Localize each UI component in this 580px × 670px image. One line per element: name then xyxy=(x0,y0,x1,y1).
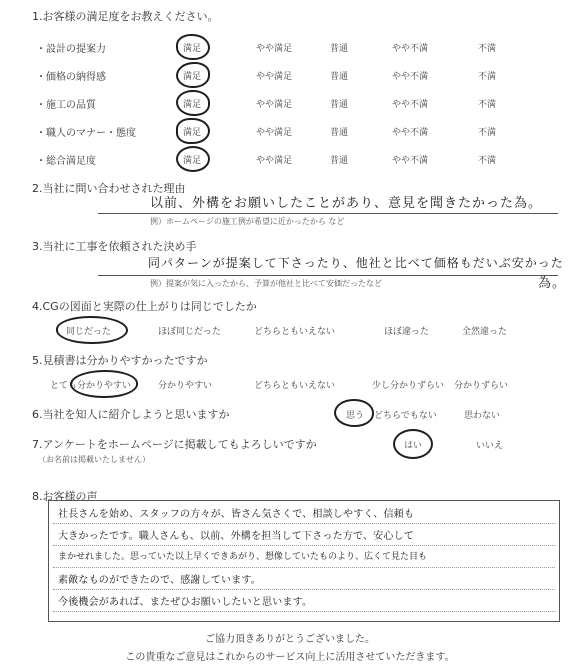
q7-opt-no[interactable]: いいえ xyxy=(476,441,504,451)
q4-opt-totally-different[interactable]: 全然違った xyxy=(462,327,508,337)
q1-selected-mark xyxy=(176,90,210,116)
q3-title: 3.当社に工事を依頼された決め手 xyxy=(32,240,197,253)
q2-answer-line xyxy=(98,213,558,214)
q1-opt-dissatisfied[interactable]: 不満 xyxy=(478,156,497,166)
q1-opt-somewhat-satisfied[interactable]: やや満足 xyxy=(256,72,293,82)
q4-title: 4.CGの図面と実際の仕上がりは同じでしたか xyxy=(32,300,257,313)
q5-opt-very-easy[interactable]: とても分かりやすい xyxy=(50,381,132,391)
q1-opt-neutral[interactable]: 普通 xyxy=(330,128,349,138)
q7-note: （お名前は掲載いたしません） xyxy=(38,455,150,464)
q1-opt-neutral[interactable]: 普通 xyxy=(330,44,349,54)
q8-rule-line xyxy=(53,545,555,546)
q1-opt-satisfied[interactable]: 満足 xyxy=(183,100,202,110)
q8-title: 8.お客様の声 xyxy=(32,490,98,503)
q6-opt-no[interactable]: 思わない xyxy=(464,411,501,421)
q4-selected-mark xyxy=(56,316,128,344)
q8-rule-line xyxy=(53,523,555,524)
q1-opt-somewhat-dissatisfied[interactable]: やや不満 xyxy=(392,44,429,54)
q7-opt-yes[interactable]: はい xyxy=(404,441,423,451)
q1-opt-somewhat-satisfied[interactable]: やや満足 xyxy=(256,128,293,138)
q3-hint: 例）提案が気に入ったから、予算が他社と比べて安価だったなど xyxy=(150,279,382,288)
q2-answer: 以前、外構をお願いしたことがあり、意見を聞きたかった為。 xyxy=(150,196,543,211)
q1-selected-mark xyxy=(176,62,210,88)
q6-opt-yes[interactable]: 思う xyxy=(346,411,365,421)
q1-selected-mark xyxy=(176,118,210,144)
q1-opt-somewhat-satisfied[interactable]: やや満足 xyxy=(256,156,293,166)
q1-opt-somewhat-dissatisfied[interactable]: やや不満 xyxy=(392,156,429,166)
q1-opt-somewhat-satisfied[interactable]: やや満足 xyxy=(256,100,293,110)
q2-hint: 例）ホームページの施工例が希望に近かったから など xyxy=(150,217,345,226)
q5-title: 5.見積書は分かりやすかったですか xyxy=(32,354,208,367)
q1-item-overall: ・総合満足度 xyxy=(36,156,96,167)
q1-opt-dissatisfied[interactable]: 不満 xyxy=(478,72,497,82)
q1-opt-dissatisfied[interactable]: 不満 xyxy=(478,100,497,110)
q7-title: 7.アンケートをホームページに掲載してもよろしいですか xyxy=(32,438,317,451)
q5-opt-somewhat-hard[interactable]: 少し分かりずらい xyxy=(372,381,445,391)
footer-thanks: ご協力頂きありがとうございました。 xyxy=(205,634,375,645)
q1-opt-somewhat-dissatisfied[interactable]: やや不満 xyxy=(392,72,429,82)
q3-answer-line1: 同パターンが提案して下さったり、他社と比べて価格もだいぶ安かった xyxy=(148,256,564,270)
q4-opt-almost-different[interactable]: ほぼ違った xyxy=(384,327,430,337)
q6-title: 6.当社を知人に紹介しようと思いますか xyxy=(32,408,230,421)
q3-answer-line2: 為。 xyxy=(538,276,567,291)
q1-opt-dissatisfied[interactable]: 不満 xyxy=(478,128,497,138)
q1-opt-satisfied[interactable]: 満足 xyxy=(183,44,202,54)
q8-voice-line: 素敵なものができたので、感謝しています。 xyxy=(58,575,261,586)
q1-selected-mark xyxy=(176,146,210,172)
q8-rule-line xyxy=(53,589,555,590)
q5-opt-hard[interactable]: 分かりずらい xyxy=(454,381,509,391)
q8-voice-line: 社長さんを始め、スタッフの方々が、皆さん気さくで、相談しやすく、信頼も xyxy=(58,509,415,520)
q1-opt-neutral[interactable]: 普通 xyxy=(330,156,349,166)
q1-selected-mark xyxy=(176,34,210,60)
footer-note: この貴重なご意見はこれからのサービス向上に活用させていただきます。 xyxy=(125,652,455,663)
q1-item-design: ・設計の提案力 xyxy=(36,44,106,55)
q7-selected-mark xyxy=(393,429,433,459)
q1-opt-somewhat-satisfied[interactable]: やや満足 xyxy=(256,44,293,54)
q6-selected-mark xyxy=(334,399,374,427)
q8-rule-line xyxy=(53,611,555,612)
q4-opt-same[interactable]: 同じだった xyxy=(66,327,112,337)
q3-answer-line xyxy=(98,275,558,276)
q1-opt-satisfied[interactable]: 満足 xyxy=(183,156,202,166)
q1-opt-satisfied[interactable]: 満足 xyxy=(183,128,202,138)
q8-voice-line: 今後機会があれば、またぜひお願いしたいと思います。 xyxy=(58,597,313,608)
q1-opt-neutral[interactable]: 普通 xyxy=(330,72,349,82)
q5-opt-easy[interactable]: 分かりやすい xyxy=(158,381,213,391)
q1-title: 1.お客様の満足度をお教えください。 xyxy=(32,10,219,23)
q2-title: 2.当社に問い合わせされた理由 xyxy=(32,182,186,195)
q1-opt-dissatisfied[interactable]: 不満 xyxy=(478,44,497,54)
q1-item-manners: ・職人のマナー・態度 xyxy=(36,128,136,139)
q4-opt-neither[interactable]: どちらともいえない xyxy=(254,327,336,337)
q1-item-quality: ・施工の品質 xyxy=(36,100,96,111)
q8-voice-line: 大きかったです。職人さんも、以前、外構を担当して下さった方で、安心して xyxy=(58,531,414,542)
q4-opt-almost-same[interactable]: ほぼ同じだった xyxy=(158,327,222,337)
q1-item-price: ・価格の納得感 xyxy=(36,72,106,83)
q8-rule-line xyxy=(53,567,555,568)
q1-opt-somewhat-dissatisfied[interactable]: やや不満 xyxy=(392,100,429,110)
q5-opt-neither[interactable]: どちらともいえない xyxy=(254,381,336,391)
q8-voice-line: まかせれました。思っていた以上早くできあがり、想像していたものより、広くて見た目も xyxy=(58,552,428,562)
q1-opt-satisfied[interactable]: 満足 xyxy=(183,72,202,82)
q5-selected-mark xyxy=(70,370,138,398)
q1-opt-somewhat-dissatisfied[interactable]: やや不満 xyxy=(392,128,429,138)
q6-opt-neither[interactable]: どちらでもない xyxy=(374,411,437,421)
q1-opt-neutral[interactable]: 普通 xyxy=(330,100,349,110)
